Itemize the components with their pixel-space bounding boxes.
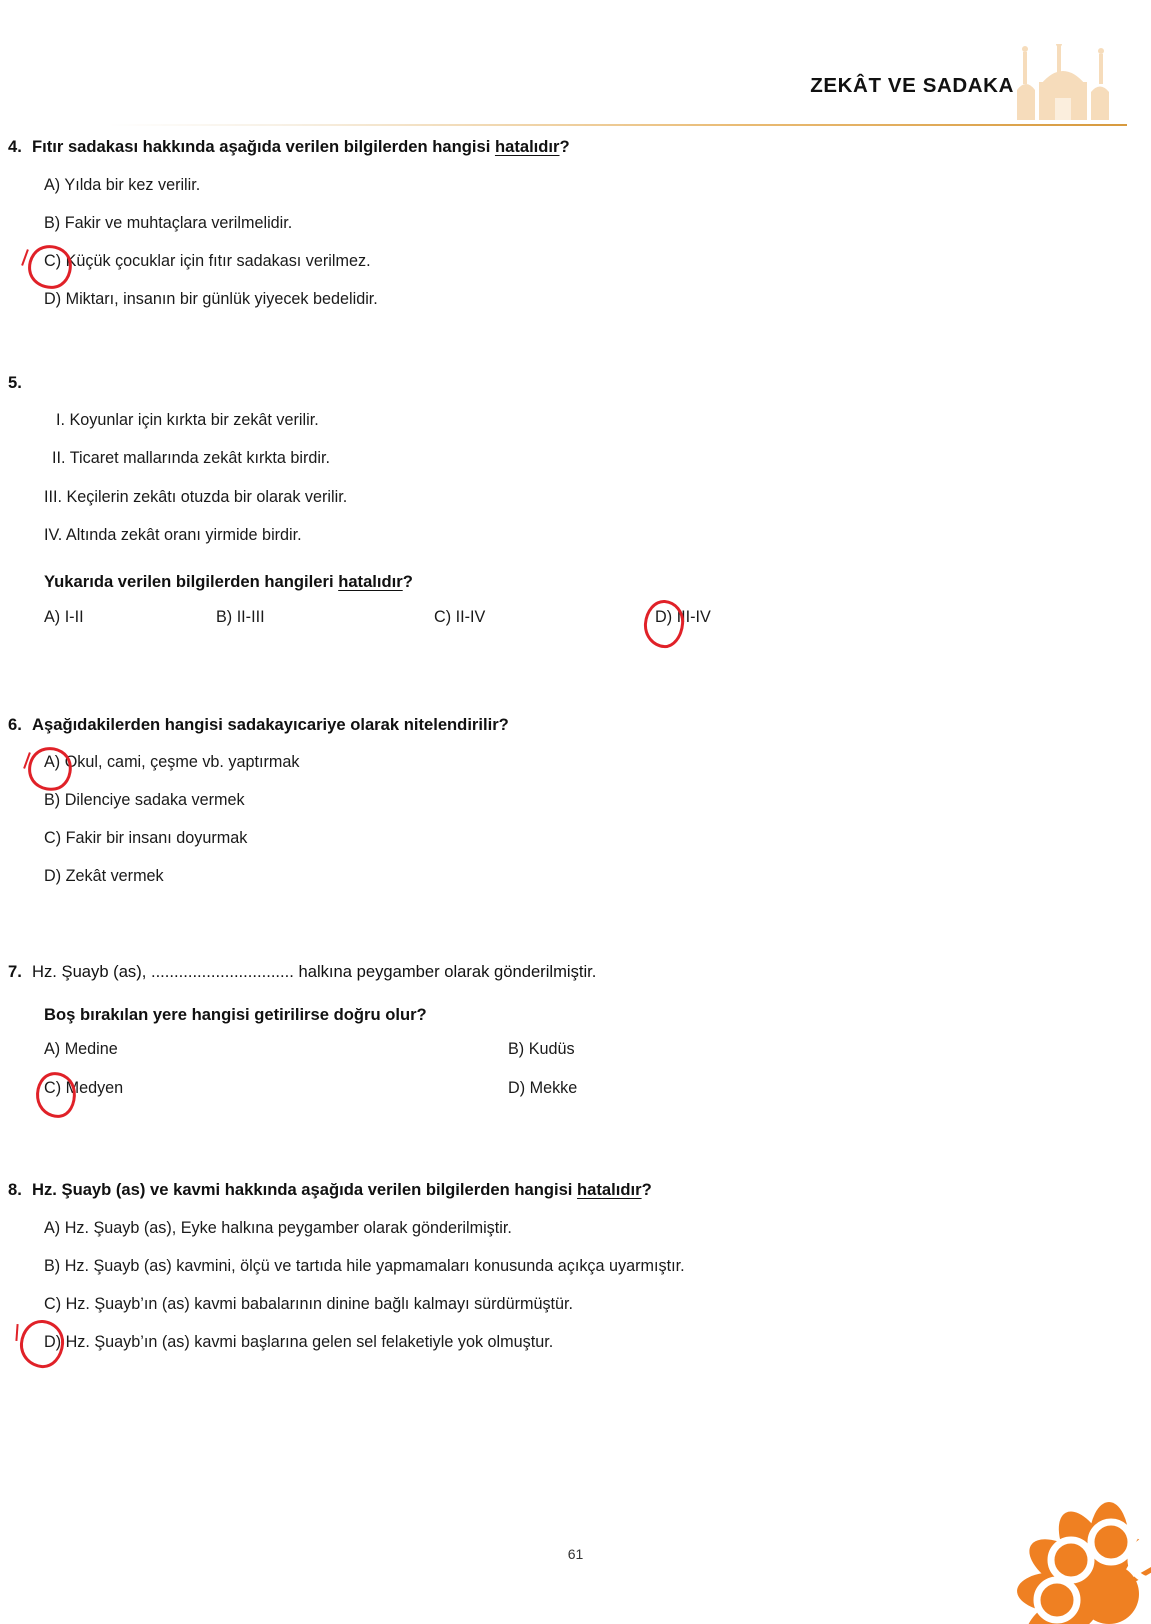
- question-7-number: 7.: [8, 962, 22, 982]
- question-5-heading: [0, 372, 1151, 394]
- option-a-text: Okul, cami, çeşme vb. yaptırmak: [64, 753, 300, 772]
- option-b-text: Kudüs: [528, 1040, 575, 1058]
- option-b-text: Hz. Şuayb (as) kavmini, ölçü ve tartıda hile yapmamaları konusunda açıkça uyarmıştır.: [64, 1256, 685, 1275]
- question-6: [0, 714, 1151, 888]
- option-c-label: C): [44, 1294, 62, 1313]
- statement-iv-label: IV.: [44, 525, 63, 544]
- option-b-label: B): [508, 1040, 525, 1058]
- question-8: [0, 1179, 1151, 1353]
- question-6-heading: [0, 714, 1151, 736]
- question-7-prompt: Boş bırakılan yere hangisi getirilirse doğru olur?: [44, 1005, 427, 1024]
- question-8-heading: [0, 1179, 1151, 1201]
- question-5-statements: [0, 410, 1151, 545]
- question-4-heading: [0, 136, 1151, 158]
- option-a-text: Medine: [64, 1040, 118, 1058]
- option-c-label: C): [44, 829, 62, 848]
- option-d-label: D): [44, 289, 62, 308]
- option-b[interactable]: [0, 1256, 1151, 1277]
- option-a-label: A): [44, 1040, 61, 1058]
- question-4: [0, 136, 1151, 310]
- option-d[interactable]: [508, 1079, 577, 1098]
- question-8-number: 8.: [8, 1180, 22, 1199]
- question-5-prompt-emphasis: hatalıdır: [338, 571, 403, 591]
- option-d-text: III-IV: [676, 607, 711, 626]
- option-d[interactable]: [0, 1332, 1151, 1353]
- option-b[interactable]: [0, 213, 1151, 234]
- page-number: 61: [567, 1546, 584, 1562]
- option-c[interactable]: [0, 251, 1151, 272]
- question-7-options-row-2: [0, 1079, 1151, 1107]
- option-b-label: B): [44, 1256, 61, 1275]
- option-a[interactable]: [44, 608, 84, 627]
- flower-ornament-icon: [991, 1444, 1151, 1624]
- selected-answer-tick: [21, 249, 29, 266]
- question-8-text-after: ?: [641, 1180, 652, 1199]
- option-c[interactable]: [434, 608, 485, 627]
- question-4-text-emphasis: hatalıdır: [494, 137, 560, 156]
- option-d-label: D): [655, 607, 673, 626]
- statement-ii-text: Ticaret mallarında zekât kırkta birdir.: [69, 449, 331, 468]
- statement-i-text: Koyunlar için kırkta bir zekât verilir.: [69, 411, 319, 430]
- option-b-text: II-III: [236, 607, 265, 626]
- option-c[interactable]: [0, 828, 1151, 849]
- option-b-text: Dilenciye sadaka vermek: [64, 791, 245, 810]
- question-7: [0, 961, 1151, 1107]
- page-header: [0, 0, 1151, 128]
- option-d[interactable]: [0, 866, 1151, 887]
- option-d-label: D): [508, 1079, 526, 1097]
- option-b[interactable]: [508, 1040, 575, 1059]
- option-d-label: D): [44, 867, 62, 886]
- option-c-label: C): [44, 1079, 62, 1097]
- question-5-prompt: [0, 572, 1151, 592]
- option-c[interactable]: [0, 1294, 1151, 1315]
- statement-iv: [0, 525, 1151, 546]
- option-b-text: Fakir ve muhtaçlara verilmelidir.: [64, 213, 293, 232]
- question-5: [0, 372, 1151, 636]
- option-a[interactable]: [44, 1040, 118, 1059]
- option-a-label: A): [44, 1218, 61, 1237]
- option-a-label: A): [44, 175, 61, 194]
- option-b[interactable]: [216, 608, 265, 627]
- option-c-label: C): [434, 607, 452, 626]
- option-a[interactable]: [0, 175, 1151, 196]
- option-d[interactable]: [0, 289, 1151, 310]
- option-a-label: A): [44, 753, 61, 772]
- option-a[interactable]: [0, 1218, 1151, 1239]
- question-4-text: [32, 136, 1151, 158]
- question-6-number: 6.: [8, 714, 22, 734]
- question-4-text-before: Fıtır sadakası hakkında aşağıda verilen bilgilerden hangisi: [32, 137, 495, 156]
- header-divider: [108, 124, 1127, 126]
- question-8-text: [32, 1179, 1151, 1201]
- question-4-number: 4.: [8, 137, 22, 156]
- statement-iv-text: Altında zekât oranı yirmide birdir.: [65, 525, 302, 544]
- option-b-label: B): [216, 607, 233, 626]
- mosque-icon: [1011, 44, 1119, 122]
- option-b-label: B): [44, 213, 61, 232]
- question-8-text-emphasis: hatalıdır: [577, 1180, 642, 1199]
- option-a[interactable]: [0, 752, 1151, 773]
- option-d-text: Mekke: [529, 1079, 578, 1097]
- questions-container: [0, 128, 1151, 1353]
- page-title: ZEKÂT VE SADAKA: [810, 74, 1014, 97]
- option-d-text: Miktarı, insanın bir günlük yiyecek bedelidir.: [65, 289, 378, 308]
- statement-i-label: I.: [56, 411, 65, 430]
- question-6-text: Aşağıdakilerden hangisi sadakayıcariye olarak nitelendirilir?: [32, 714, 509, 734]
- option-c[interactable]: [44, 1079, 123, 1098]
- selected-answer-tick: [23, 752, 31, 769]
- option-c-label: C): [44, 251, 62, 270]
- option-c-text: Fakir bir insanı doyurmak: [65, 829, 248, 848]
- question-4-text-after: ?: [559, 137, 570, 156]
- option-a-label: A): [44, 607, 61, 626]
- option-a-text: I-II: [64, 607, 84, 626]
- option-c-text: II-IV: [455, 607, 486, 626]
- question-7-options-row-1: [0, 1040, 1151, 1068]
- statement-iii: [0, 487, 1151, 508]
- option-c-text: Hz. Şuayb’ın (as) kavmi babalarının dinine bağlı kalmayı sürdürmüştür.: [65, 1294, 574, 1313]
- option-b-label: B): [44, 791, 61, 810]
- statement-ii-label: II.: [52, 449, 66, 468]
- option-d-text: Zekât vermek: [65, 867, 164, 886]
- question-7-heading: [0, 961, 1151, 983]
- option-a-text: Yılda bir kez verilir.: [64, 175, 201, 194]
- question-5-options: [0, 608, 1151, 636]
- statement-iii-text: Keçilerin zekâtı otuzda bir olarak verilir.: [66, 487, 348, 506]
- statement-i: [0, 410, 1151, 431]
- question-8-text-before: Hz. Şuayb (as) ve kavmi hakkında aşağıda verilen bilgilerden hangisi: [32, 1180, 578, 1199]
- question-5-prompt-before: Yukarıda verilen bilgilerden hangileri: [44, 571, 339, 591]
- option-c-text: Küçük çocuklar için fıtır sadakası verilmez.: [65, 251, 371, 270]
- question-5-prompt-after: ?: [402, 571, 413, 591]
- statement-iii-label: III.: [44, 487, 62, 506]
- option-d-text: Hz. Şuayb’ın (as) kavmi başlarına gelen sel felaketiyle yok olmuştur.: [65, 1332, 554, 1351]
- statement-ii: [0, 448, 1151, 469]
- option-d-label: D): [44, 1332, 62, 1351]
- question-5-number: 5.: [8, 372, 22, 392]
- question-7-text: Hz. Şuayb (as), ............................... halkına peygamber olarak gönderilmiştir.: [32, 962, 597, 982]
- option-d[interactable]: [655, 608, 711, 627]
- selected-answer-tick: [15, 1324, 18, 1341]
- option-c-text: Medyen: [65, 1079, 124, 1097]
- option-b[interactable]: [0, 790, 1151, 811]
- option-a-text: Hz. Şuayb (as), Eyke halkına peygamber olarak gönderilmiştir.: [64, 1218, 512, 1237]
